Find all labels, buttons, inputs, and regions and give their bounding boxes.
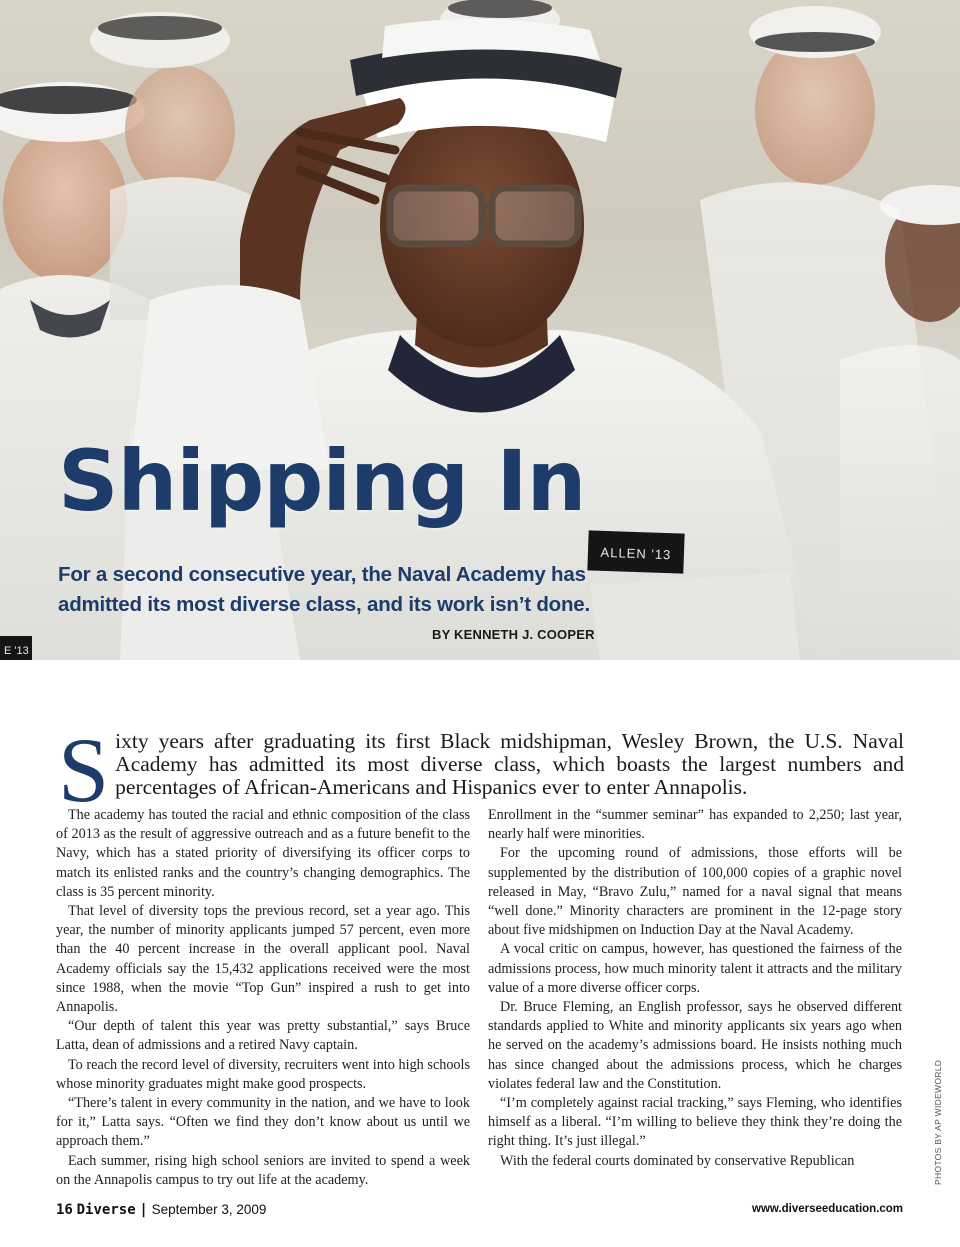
paragraph: The academy has touted the racial and ethnic composition of the class of 2013 as the result of aggressive outreach and as a future benefit to the Navy, which has a stated priority of diversifying its officer corps to match its enlisted ranks and the country’s changing demographics. The class is 35 percent minority. [56, 807, 470, 900]
website-url[interactable]: www.diverseeducation.com [752, 1203, 904, 1215]
paragraph: That level of diversity tops the previous record, set a year ago. This year, the number of minority applicants jumped 57 percent, even more than the 40 percent increase in the overall applicant pool. Naval Academy officials say the 15,432 applications received were the most since 1988, when the movie “Top Gun” inspired a rush to get into Annapolis. [56, 903, 470, 1016]
dropcap: S [58, 719, 110, 821]
article-column-left [56, 806, 470, 1190]
page-footer-left [56, 1202, 266, 1218]
paragraph: Dr. Bruce Fleming, an English professor, says he observed different standards applied to White and minority applicants six years ago when he served on the academy’s admissions board. He insists nothing much has since changed about the admissions process, which he charges violates federal law and the Constitution. [488, 999, 902, 1092]
page-number: 16 [56, 1202, 73, 1218]
byline: BY KENNETH J. COOPER [432, 627, 595, 642]
edge-nameplate [0, 636, 32, 660]
edge-nameplate-text: E '13 [4, 645, 29, 657]
photo-credit: PHOTOS BY AP WIDEWORLD [933, 1059, 943, 1185]
lede-paragraph [58, 719, 904, 821]
paragraph: “Our depth of talent this year was pretty substantial,” says Bruce Latta, dean of admissions and a retired Navy captain. [56, 1018, 470, 1054]
footer-separator: | [139, 1202, 148, 1218]
lede-text: ixty years after graduating its first Black midshipman, Wesley Brown, the U.S. Naval Academy has admitted its most diverse class, which boasts the largest numbers and percentages of African-Americans and Hispanics ever to enter Annapolis. [115, 729, 904, 799]
nameplate-text: ALLEN '13 [600, 544, 672, 563]
paragraph: To reach the record level of diversity, recruiters went into high schools whose minority graduates might make good prospects. [56, 1056, 470, 1092]
deck: For a second consecutive year, the Naval Academy has admitted its most diverse class, and its work isn’t done. [58, 563, 591, 616]
magazine-name: Diverse [76, 1202, 136, 1218]
headline: Shipping In [58, 432, 586, 530]
paragraph: Each summer, rising high school seniors are invited to spend a week on the Annapolis campus to try out life at the academy. [56, 1152, 470, 1188]
paragraph: Enrollment in the “summer seminar” has expanded to 2,250; last year, nearly half were minorities. [488, 807, 902, 843]
paragraph: With the federal courts dominated by conservative Republican [500, 1152, 855, 1169]
paragraph: A vocal critic on campus, however, has questioned the fairness of the admissions process, how much minority talent it attracts and the military value of a more diverse officer corps. [488, 941, 902, 996]
paragraph: For the upcoming round of admissions, those efforts will be supplemented by the distribution of 100,000 copies of a graphic novel released in May, “Bravo Zulu,” named for a naval signal that means “well done.” Minority characters are prominent in the 12-page story about five midshipmen on Induction Day at the Naval Academy. [488, 845, 902, 939]
paragraph: “I’m completely against racial tracking,” says Fleming, who identifies himself as a liberal. “I’m willing to believe they think they’re doing the right thing. It’s just illegal.” [488, 1095, 902, 1150]
nameplate [587, 530, 684, 573]
article-column-right [488, 806, 902, 1171]
issue-date: September 3, 2009 [151, 1202, 267, 1217]
paragraph: “There’s talent in every community in the nation, and we have to look for it,” Latta says. “Often we find they don’t know about us until we approach them.” [56, 1095, 470, 1150]
